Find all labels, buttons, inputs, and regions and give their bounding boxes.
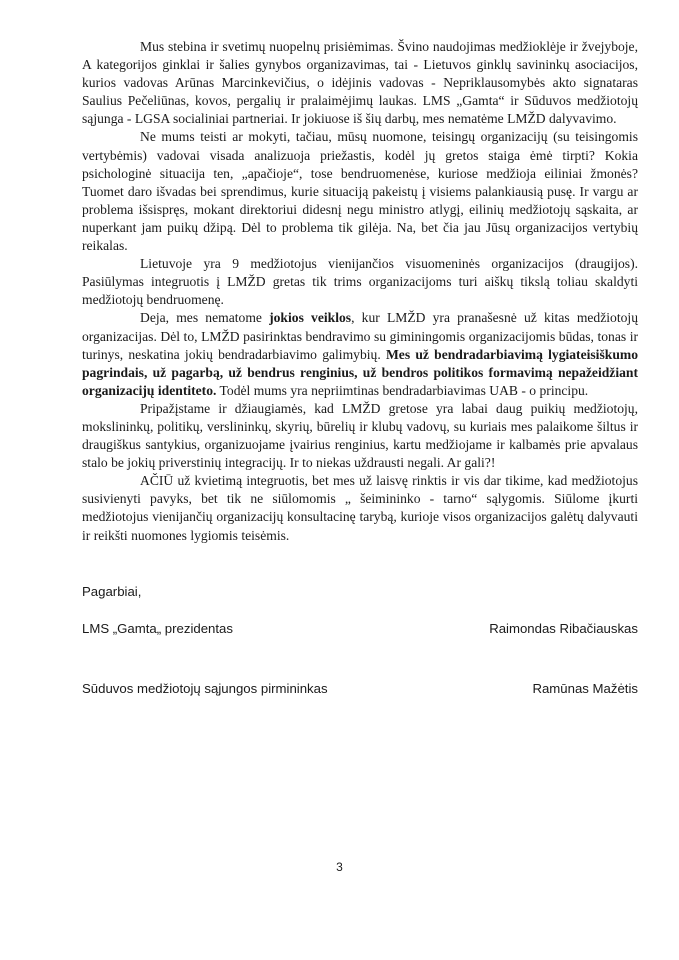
paragraph-1 [82, 38, 638, 128]
closing-greeting: Pagarbiai, [82, 584, 142, 599]
paragraph-4-text-c: Todėl mums yra nepriimtinas bendradarbiavimas UAB - o principu. [216, 382, 589, 398]
paragraph-5 [82, 400, 638, 472]
letter-body [82, 38, 638, 545]
paragraph-5-text: Pripažįstame ir džiaugiamės, kad LMŽD gretose yra labai daug puikių medžiotojų, mokslininkų, politikų, verslininkų, skyrių, būrelių ir klubų vadovų, su kuriais mes palaikome šiltus ir draugiškus santykius, organizuojame įvairius renginius, kartu medžiojame ir kalbamės prie apvalaus stalo be jokių priverstinių integracijų. Ir to niekas uždrausti negali. Ar gali?! [82, 400, 638, 471]
paragraph-4-text-a: Deja, mes nematome [140, 310, 270, 326]
paragraph-2-text: Ne mums teisti ar mokyti, tačiau, mūsų nuomone, teisingų organizacijų (su teisingomis vertybėmis) vadovai visada analizuoja priežastis, kodėl jų gretos staiga ėmė tirpti? Kokia psichologinė situacija ten, „apačioje“, tose bendruomenėse, kuriose medžioja eiliniai žmonės? Tuomet daro išvadas bei sprendimus, kurie situaciją pakeistų į visiems palankiausią pusę. Ir vargu ar problema išsispręs, mokant direktoriui didesnį negu ministro atlygį, eilinių medžiotojų sąskaita, ar nuperkant jam puikų džipą. Dėl to problema tik gilėja. Na, bet čia jau Jūsų organizacijos vertybių reikalas. [82, 129, 638, 254]
paragraph-3 [82, 255, 638, 309]
paragraph-6-text: AČIŪ už kvietimą integruotis, bet mes už laisvę rinktis ir vis dar tikime, kad medžiotojus susivienyti pavyks, bet tik ne siūlomomis „ šeimininko - tarno“ sąlygomis. Siūlome įkurti medžiotojus vienijančių organizacijų konsultacinę tarybą, kurioje visos organizacijos galėtų dalyvauti ir reikšti nuomones lygiomis teisėmis. [82, 473, 638, 543]
signatory-2-name: Ramūnas Mažėtis [532, 681, 638, 696]
signatory-1-name: Raimondas Ribačiauskas [489, 621, 638, 636]
paragraph-2 [82, 128, 638, 255]
paragraph-4-bold-a: jokios veiklos [269, 310, 352, 326]
paragraph-1-text: Mus stebina ir svetimų nuopelnų prisiėmimas. Švino naudojimas medžioklėje ir žvejyboje, A kategorijos ginklai ir šalies gynybos organizavimas, tai - Lietuvos ginklų savininkų asociacijos, kurios vadovas Arūnas Marcinkevičius, o idėjinis vadovas - Nepriklausomybės akto signataras Saulius Pečeliūnas, kovos, pergalių ir pralaimėjimų laukas. LMS „Gamta“ ir Sūduvos medžiotojų sąjunga - LGSA socialiniai partneriai. Ir jokiuose iš šių darbų, mes nematėme LMŽD dalyvavimo. [82, 39, 638, 127]
signatory-1-title: LMS „Gamta„ prezidentas [82, 621, 233, 636]
signature-row-2 [82, 680, 638, 698]
signature-row-1 [82, 620, 638, 638]
paragraph-4-bold-b: Mes už bendradarbiavimą lygiateisiškumo pagrindais, už pagarbą, už bendrus renginius, už bendros politikos formavimą nepažeidžiant organizacijų identiteto. [82, 346, 638, 398]
signatory-2-title: Sūduvos medžiotojų sąjungos pirmininkas [82, 681, 328, 696]
page-number: 3 [336, 860, 343, 874]
paragraph-4 [82, 309, 638, 399]
paragraph-4-text-b: , kur LMŽD yra pranašesnė už kitas medžiotojų organizacijas. Dėl to, LMŽD pasirinktas bendravimo su giminingomis organizacijomis būdas, tonas ir turinys, neskatina jokių bendradarbiavimo galimybių. [82, 310, 638, 362]
paragraph-3-text: Lietuvoje yra 9 medžiotojus vienijančios visuomeninės organizacijos (draugijos). Pasiūlymas integruotis į LMŽD gretas tik trims organizacijoms turi aiškų tikslą toliau skaldyti medžiotojų bendruomenę. [82, 256, 638, 308]
paragraph-6 [82, 472, 638, 544]
